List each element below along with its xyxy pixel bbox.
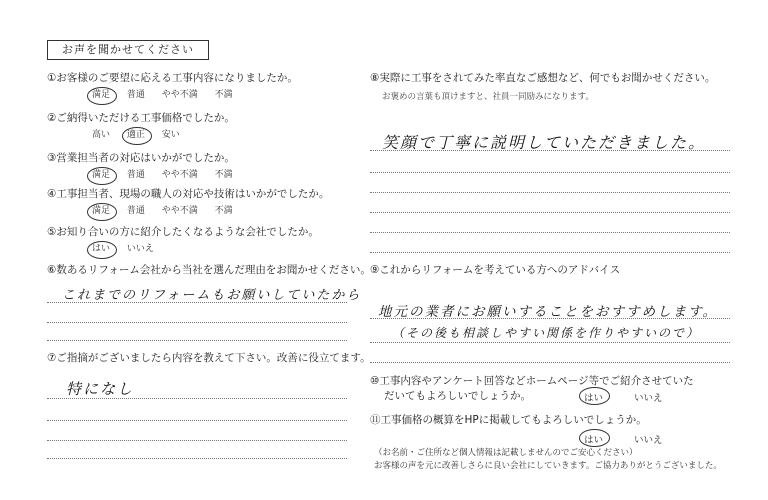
question-7: ⑦ご指摘がございましたら内容を教えて下さい。改善に役立てます。	[47, 352, 371, 364]
q11-option-yes: はい	[584, 432, 603, 446]
q9-line-1	[370, 318, 730, 319]
q1-option-2: 普通	[126, 90, 145, 100]
q8-note: お褒めの言葉も頂けますと、社員一同励みになります。	[382, 92, 594, 102]
q6-line-3	[47, 340, 347, 341]
q10-option-yes: はい	[584, 390, 603, 404]
q4-option-1: 満足	[92, 206, 111, 216]
q8-line-2	[370, 172, 730, 173]
q7-handwritten-answer: 特になし	[66, 380, 135, 398]
q6-line-1	[47, 302, 347, 303]
q8-line-1	[370, 150, 730, 151]
question-6: ⑥数あるリフォーム会社から当社を選んだ理由をお聞かせください。	[47, 264, 371, 276]
q8-handwritten-answer: 笑顔で丁寧に説明していただきました。	[382, 133, 707, 152]
q5-option-1: はい	[92, 244, 111, 254]
q2-option-1: 高い	[92, 130, 111, 140]
q3-option-1: 満足	[92, 170, 111, 180]
question-8: ⑧実際に工事をされてみた率直なご感想など、何でもお聞かせください。	[370, 72, 716, 84]
q9-line-3	[370, 362, 730, 363]
q9-line-2	[370, 342, 730, 343]
q7-line-1	[47, 398, 347, 399]
q7-line-2	[47, 420, 347, 421]
question-2: ②ご納得いただける工事価格でしたか。	[47, 112, 235, 124]
question-5: ⑤お知り合いの方に紹介したくなるような会社でしたか。	[47, 226, 319, 238]
question-9: ⑨これからリフォームを考えている方へのアドバイス	[370, 264, 621, 276]
q10-options	[584, 390, 691, 404]
q4-option-4: 不満	[214, 206, 233, 216]
q11-option-no: いいえ	[634, 435, 663, 446]
q8-line-5	[370, 232, 730, 233]
q1-option-4: 不満	[214, 90, 233, 100]
q4-option-3: やや不満	[161, 206, 198, 216]
q4-options	[92, 206, 247, 217]
section-title: お声を聞かせてください	[47, 40, 209, 60]
q6-line-2	[47, 322, 347, 323]
question-10-line-2: だいてもよろしいでしょうか。	[384, 390, 531, 402]
q3-option-2: 普通	[126, 170, 145, 180]
q6-handwritten-answer: これまでのリフォームもお願いしていたから	[62, 288, 362, 303]
question-3: ③営業担当者の対応はいかがでしたか。	[47, 152, 235, 164]
q3-option-4: 不満	[214, 170, 233, 180]
q8-line-4	[370, 212, 730, 213]
question-11: ⑪工事価格の概算をHPに掲載してもよろしいでしょうか。	[370, 414, 647, 426]
question-1: ①お客様のご要望に応える工事内容になりましたか。	[47, 72, 298, 84]
q5-options	[92, 244, 168, 255]
footer-thanks: お客様の声を元に改善しさらに良い会社にしていきます。ご協力ありがとうございました。	[374, 461, 722, 471]
q2-option-2: 適正	[126, 130, 145, 140]
q5-option-2: いいえ	[126, 244, 154, 254]
q8-line-3	[370, 192, 730, 193]
q1-options	[92, 90, 247, 101]
q7-line-4	[47, 458, 347, 459]
q10-option-no: いいえ	[634, 393, 663, 404]
q7-line-3	[47, 440, 347, 441]
q1-option-3: やや不満	[161, 90, 198, 100]
question-10-line-1: ⑩工事内容やアンケート回答などホームページ等でご紹介させていた	[370, 375, 694, 387]
q2-options	[92, 130, 194, 141]
q11-options	[584, 432, 691, 446]
q9-handwritten-answer-line-2: （その後も相談しやすい関係を作りやすいので）	[392, 326, 701, 340]
q9-handwritten-answer-line-1: 地元の業者にお願いすることをおすすめします。	[378, 304, 719, 320]
q2-option-3: 安い	[161, 130, 180, 140]
question-4: ④工事担当者、現場の職人の対応や技術はいかがでしたか。	[47, 188, 330, 200]
q4-option-2: 普通	[126, 206, 145, 216]
q8-line-6	[370, 252, 730, 253]
q3-options	[92, 170, 247, 181]
footer-privacy-note: （お名前・ご住所など個人情報は記載しませんのでご安心ください）	[374, 448, 638, 458]
q3-option-3: やや不満	[161, 170, 198, 180]
q1-option-1: 満足	[92, 90, 111, 100]
